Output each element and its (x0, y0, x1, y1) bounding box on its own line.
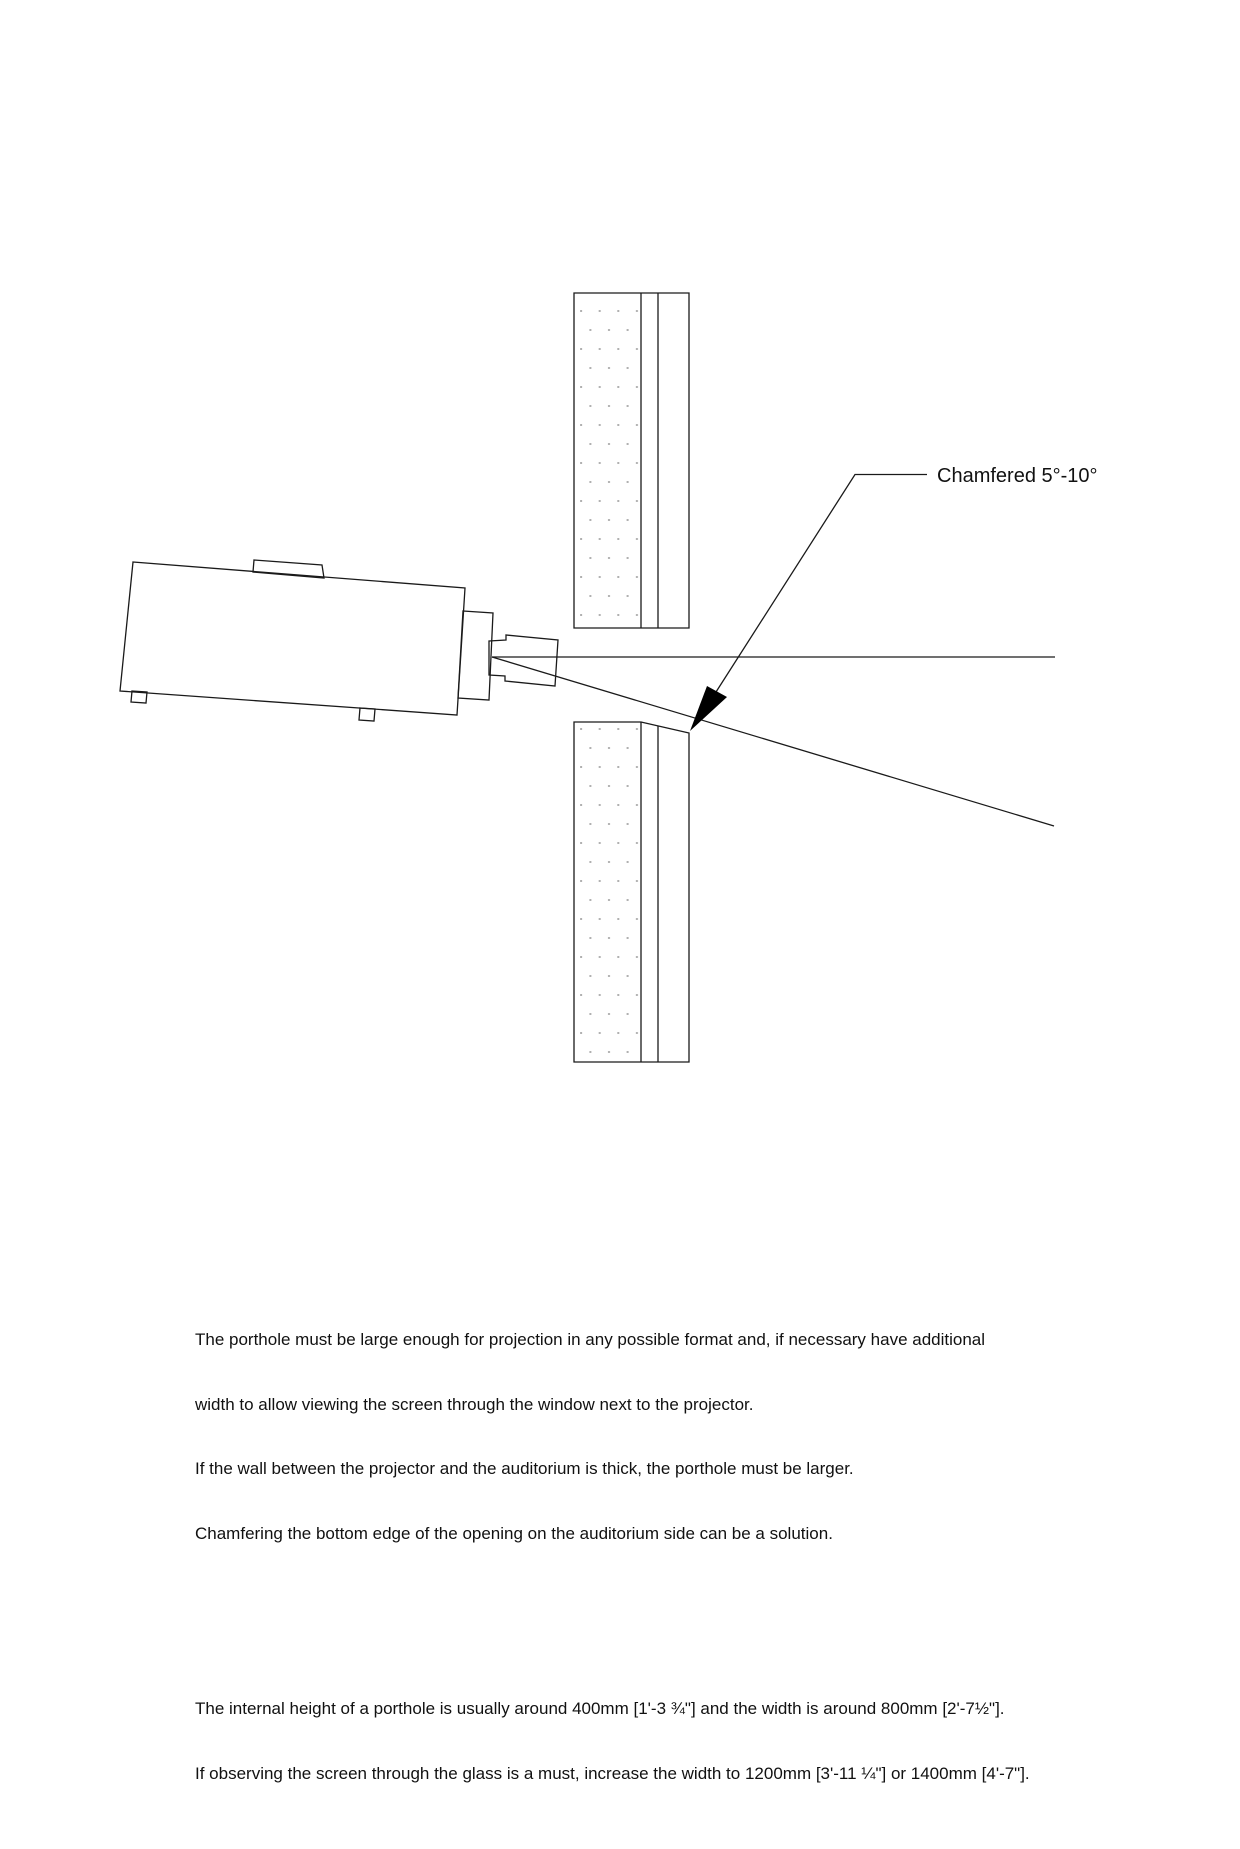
lens-barrel (489, 635, 558, 686)
projector-foot-front (359, 708, 375, 721)
chamfer-callout (690, 465, 1098, 731)
notes-line: If observing the screen through the glass is a must, increase the width to 1200mm [3'-11 ¼"] or 1400mm [4'-7"]. (195, 1763, 1030, 1783)
projector-body (120, 562, 465, 715)
chamfer-label: Chamfered 5°-10° (937, 465, 1098, 487)
notes-paragraph-1 (195, 1286, 1095, 1587)
notes-line: The internal height of a porthole is usually around 400mm [1'-3 ¾"] and the width is around 800mm [2'-7½"]. (195, 1699, 1005, 1718)
notes-paragraph-2 (195, 1655, 1095, 1827)
concrete-stipple-upper (575, 294, 640, 627)
notes-line: width to allow viewing the screen through the window next to the projector. (195, 1394, 754, 1414)
notes-line: If the wall between the projector and the auditorium is thick, the porthole must be larger. (195, 1459, 854, 1478)
chamfer-leader-line (716, 475, 927, 693)
projector (120, 560, 558, 721)
notes-line: Chamfering the bottom edge of the opening on the auditorium side can be a solution. (195, 1523, 833, 1543)
wall-section (574, 293, 689, 1062)
projector-handle (253, 560, 324, 578)
concrete-stipple-lower (575, 723, 640, 1061)
chamfer-arrowhead-icon (690, 686, 727, 731)
notes-line: The porthole must be large enough for projection in any possible format and, if necessary have additional (195, 1330, 986, 1349)
notes (195, 1243, 1095, 1849)
